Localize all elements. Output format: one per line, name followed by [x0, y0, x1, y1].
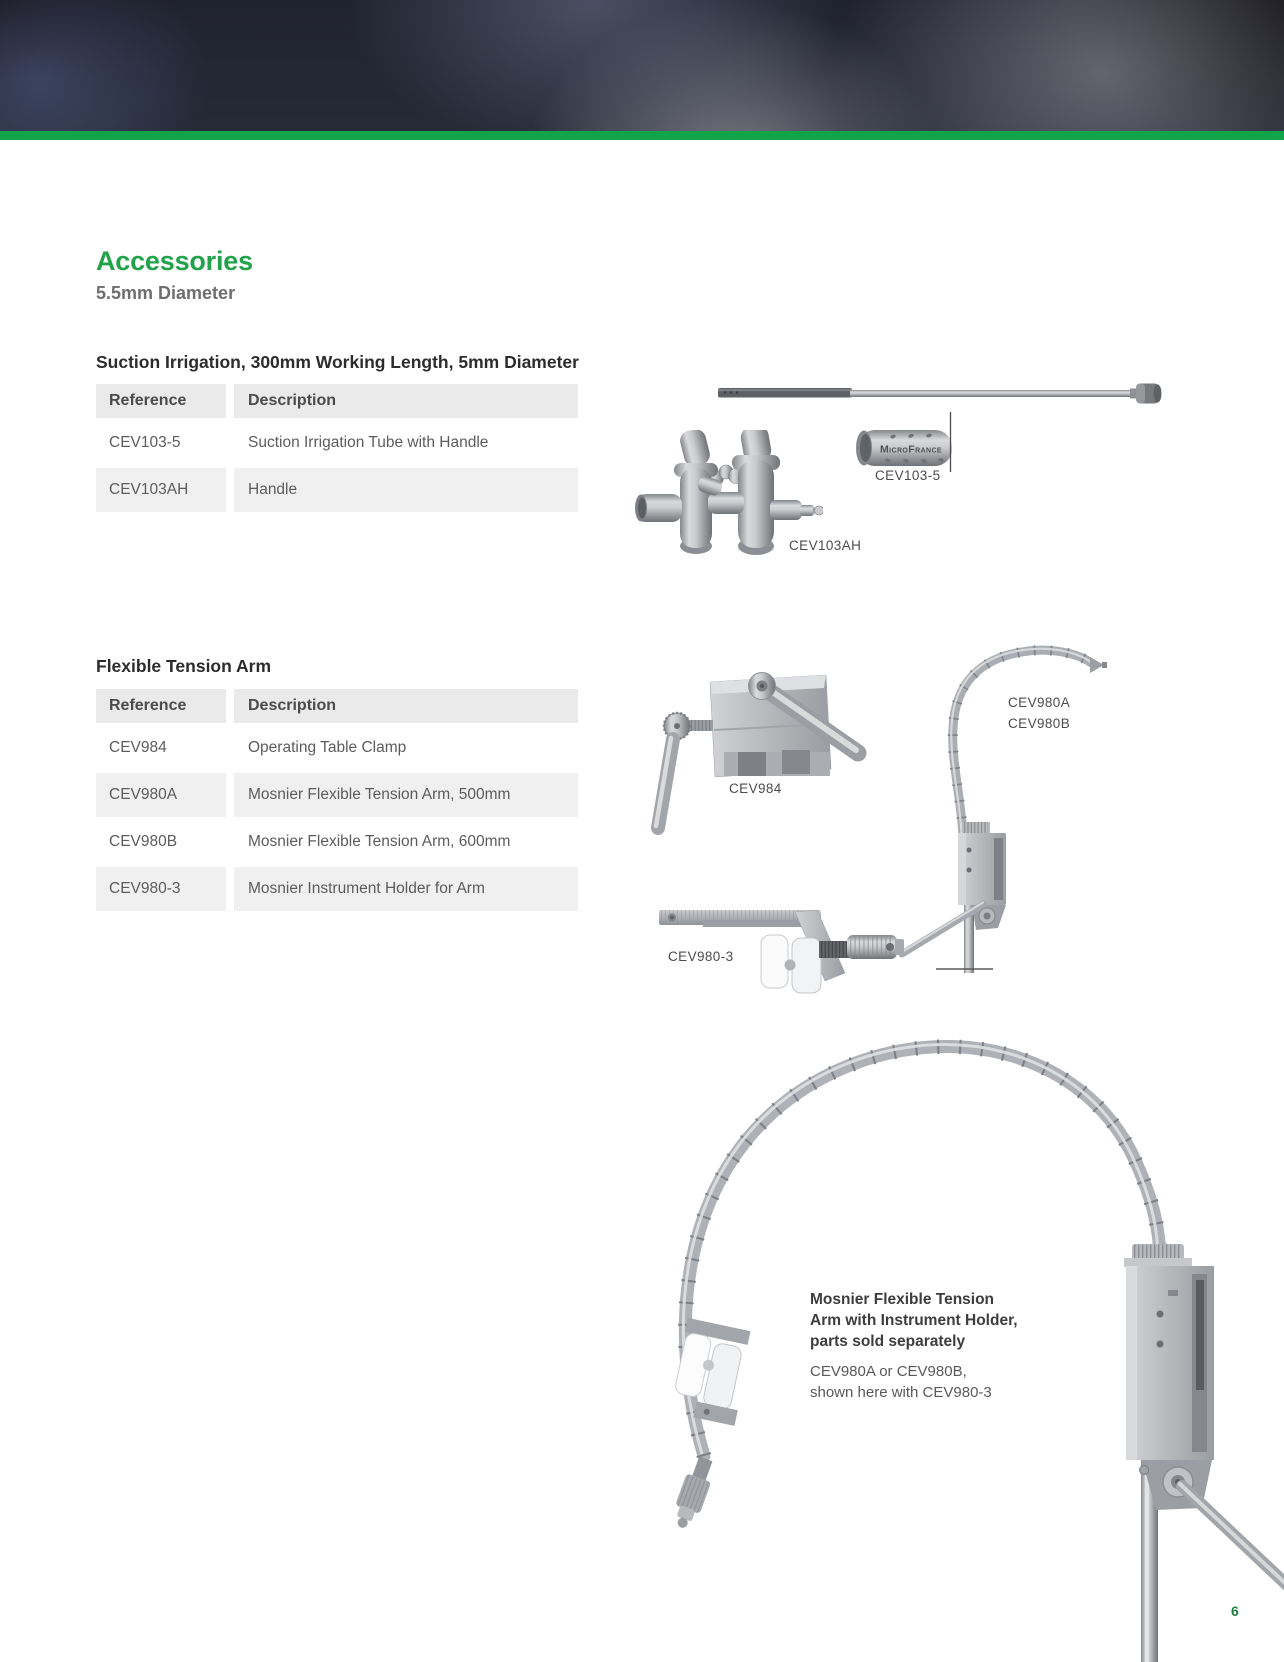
page-number: 6 — [1231, 1603, 1239, 1619]
column-gap — [226, 421, 234, 465]
header-photo — [0, 0, 1284, 131]
table-row — [96, 820, 578, 864]
caption-line: CEV980A or CEV980B, — [810, 1363, 967, 1380]
reference-cell: CEV980A — [96, 773, 226, 817]
assembly-caption — [810, 1289, 1060, 1403]
table-header-row — [96, 384, 578, 418]
caption-bold-line: Mosnier Flexible Tension — [810, 1291, 995, 1308]
caption-line: shown here with CEV980-3 — [810, 1384, 992, 1401]
description-cell: Suction Irrigation Tube with Handle — [248, 434, 489, 451]
header-green-stripe — [0, 131, 1284, 140]
tube-marking-cylinder — [856, 412, 952, 472]
description-cell: Handle — [234, 468, 578, 512]
section-title-suction-irrigation: Suction Irrigation, 300mm Working Length, 5mm Diameter — [96, 352, 579, 372]
caption-bold-line: parts sold separately — [810, 1333, 966, 1350]
caption-bold-line: Arm with Instrument Holder, — [810, 1312, 1018, 1329]
column-header-description: Description — [234, 689, 578, 723]
column-gap — [226, 468, 234, 512]
description-cell: Mosnier Flexible Tension Arm, 500mm — [234, 773, 578, 817]
flexible-tension-arm-table — [96, 689, 578, 914]
figure-label-cev103ah: CEV103AH — [789, 538, 862, 553]
column-gap — [226, 384, 234, 418]
table-row — [96, 421, 578, 465]
suction-irrigation-table — [96, 384, 578, 515]
figure-label-cev980b: CEV980B — [1008, 716, 1071, 731]
column-gap — [226, 867, 234, 911]
instrument-holder-image — [645, 893, 917, 1003]
column-header-reference: Reference — [96, 384, 226, 418]
table-row — [96, 773, 578, 817]
table-row — [96, 867, 578, 911]
description-cell: Operating Table Clamp — [248, 739, 407, 756]
column-header-description: Description — [234, 384, 578, 418]
table-clamp-image — [640, 642, 880, 842]
page-title: Accessories — [96, 246, 253, 276]
column-gap — [226, 820, 234, 864]
table-row — [96, 726, 578, 770]
table-header-row — [96, 689, 578, 723]
figure-label-cev980-3: CEV980-3 — [668, 949, 734, 964]
reference-cell: CEV103AH — [96, 468, 226, 512]
column-gap — [226, 689, 234, 723]
description-cell: Mosnier Flexible Tension Arm, 600mm — [248, 833, 511, 850]
column-gap — [226, 773, 234, 817]
column-header-reference: Reference — [96, 689, 226, 723]
reference-cell: CEV984 — [109, 739, 167, 756]
page-subtitle: 5.5mm Diameter — [96, 283, 236, 303]
reference-cell: CEV980-3 — [96, 867, 226, 911]
tube-brand-text: MicroFrance — [880, 443, 942, 456]
assembly-clamp-knob — [669, 1454, 718, 1531]
figure-label-cev103-5: CEV103-5 — [875, 468, 941, 483]
figure-label-cev980a: CEV980A — [1008, 695, 1071, 710]
reference-cell: CEV103-5 — [109, 434, 181, 451]
section-title-flexible-tension-arm: Flexible Tension Arm — [96, 656, 272, 676]
table-row — [96, 468, 578, 512]
figure-label-cev984: CEV984 — [729, 781, 782, 796]
reference-cell: CEV980B — [109, 833, 178, 850]
description-cell: Mosnier Instrument Holder for Arm — [234, 867, 578, 911]
column-gap — [226, 726, 234, 770]
